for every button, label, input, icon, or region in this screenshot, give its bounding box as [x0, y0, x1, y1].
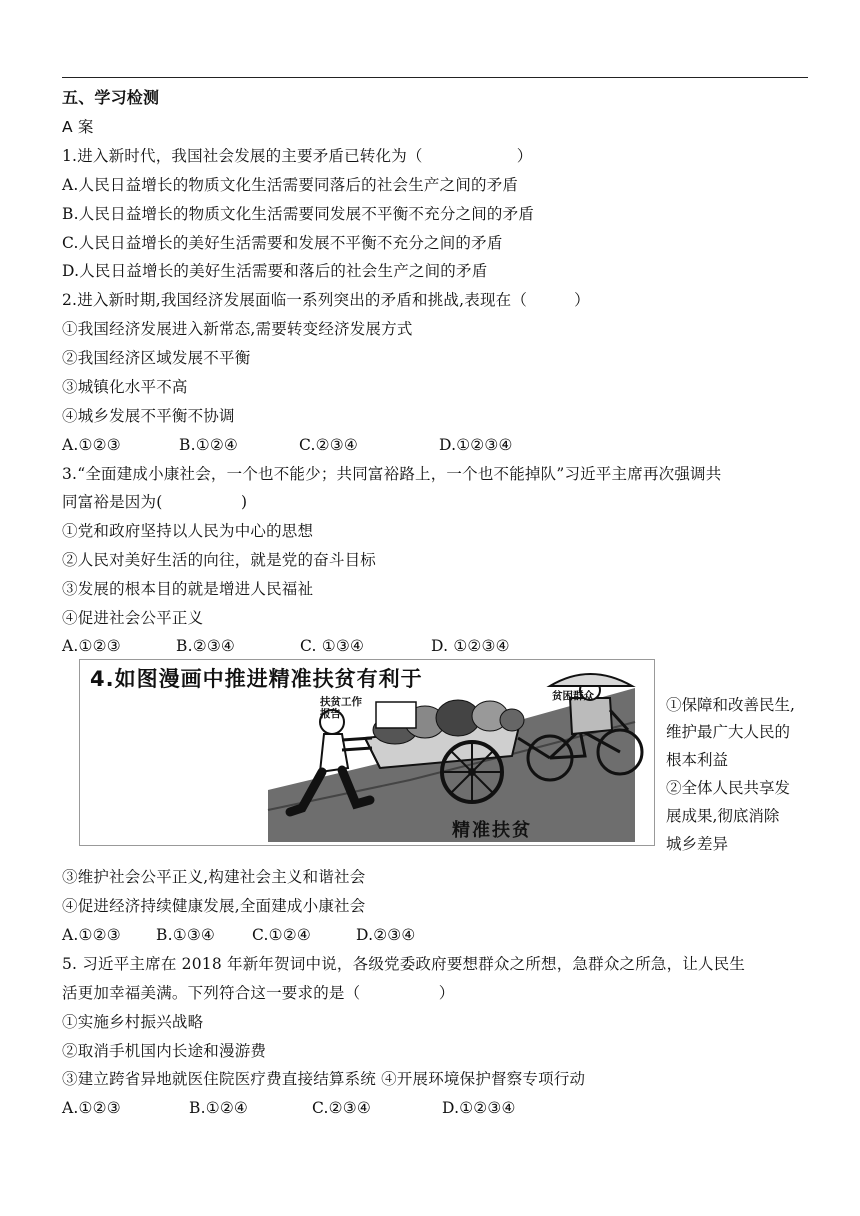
q2-item-4: ④城乡发展不平衡不协调 [62, 407, 235, 425]
top-rule [62, 77, 808, 78]
q1-stem: 1.进入新时代，我国社会发展的主要矛盾已转化为（ ） [62, 147, 533, 165]
q5-choices [62, 1098, 516, 1118]
q3-choice-b: B.②③④ [176, 637, 236, 655]
q1-option-d: D.人民日益增长的美好生活需要和落后的社会生产之间的矛盾 [62, 262, 488, 280]
q4-choice-c: C.①②④ [252, 926, 311, 944]
q3-choice-d: D. ①②③④ [431, 637, 510, 655]
q4-side-1: ①保障和改善民生, [666, 696, 795, 714]
q1-option-a: A.人民日益增长的物质文化生活需要同落后的社会生产之间的矛盾 [62, 176, 519, 194]
q3-stem-line1: 3.“全面建成小康社会，一个也不能少；共同富裕路上，一个也不能掉队”习近平主席再次强调共 [62, 465, 722, 483]
q4-side-6: 城乡差异 [666, 835, 729, 853]
q2-item-2: ②我国经济区域发展不平衡 [62, 349, 251, 367]
q5-item-3: ③建立跨省异地就医住院医疗费直接结算系统 ④开展环境保护督察专项行动 [62, 1070, 586, 1088]
q2-item-1: ①我国经济发展进入新常态,需要转变经济发展方式 [62, 320, 413, 338]
q4-choice-a: A.①②③ [62, 926, 121, 944]
q5-stem-line1: 5. 习近平主席在 2018 年新年贺词中说，各级党委政府要想群众之所想，急群众之所急，让人民生 [62, 955, 746, 973]
q2-item-3: ③城镇化水平不高 [62, 378, 188, 396]
q2-choice-a: A.①②③ [62, 436, 121, 454]
q4-choice-b: B.①③④ [156, 926, 216, 944]
q3-choice-a: A.①②③ [62, 637, 121, 655]
q1-option-b: B.人民日益增长的物质文化生活需要同发展不平衡不充分之间的矛盾 [62, 205, 535, 223]
q4-side-2: 维护最广大人民的 [666, 723, 791, 741]
q2-choices [62, 435, 513, 455]
q2-choice-d: D.①②③④ [439, 436, 513, 454]
section-title: 五、学习检测 [62, 88, 160, 107]
q4-side-3: 根本利益 [666, 751, 729, 769]
q4-item-3: ③维护社会公平正义,构建社会主义和谐社会 [62, 868, 366, 886]
q4-choices [62, 925, 416, 945]
q5-choice-d: D.①②③④ [442, 1099, 516, 1117]
q2-choice-b: B.①②④ [179, 436, 239, 454]
q3-item-4: ④促进社会公平正义 [62, 609, 204, 627]
q4-cartoon [79, 659, 655, 846]
q5-item-1: ①实施乡村振兴战略 [62, 1013, 204, 1031]
cartoon-title: 4.如图漫画中推进精准扶贫有利于 [90, 667, 423, 691]
q5-item-2: ②取消手机国内长途和漫游费 [62, 1042, 267, 1060]
q1-option-c: C.人民日益增长的美好生活需要和发展不平衡不充分之间的矛盾 [62, 234, 503, 252]
cartoon-label-report: 扶贫工作报告 [320, 696, 362, 720]
q3-stem-line2: 同富裕是因为( ) [62, 493, 248, 511]
cartoon-banner: 精准扶贫 [452, 820, 532, 841]
q5-choice-c: C.②③④ [312, 1099, 371, 1117]
q4-choice-d: D.②③④ [356, 926, 416, 944]
q5-choice-a: A.①②③ [62, 1099, 121, 1117]
cartoon-label-poor: 贫困群众 [552, 690, 594, 702]
section-subtitle: A 案 [62, 118, 94, 136]
q3-item-1: ①党和政府坚持以人民为中心的思想 [62, 522, 314, 540]
q3-choices [62, 636, 510, 656]
q2-stem: 2.进入新时期,我国经济发展面临一系列突出的矛盾和挑战,表现在（ ） [62, 291, 590, 309]
q5-choice-b: B.①②④ [189, 1099, 249, 1117]
q4-item-4: ④促进经济持续健康发展,全面建成小康社会 [62, 897, 366, 915]
q5-stem-line2: 活更加幸福美满。下列符合这一要求的是（ ） [62, 984, 455, 1002]
q4-side-5: 展成果,彻底消除 [666, 807, 780, 825]
q3-item-2: ②人民对美好生活的向往，就是党的奋斗目标 [62, 551, 377, 569]
q3-choice-c: C. ①③④ [300, 637, 365, 655]
q2-choice-c: C.②③④ [299, 436, 358, 454]
q4-side-4: ②全体人民共享发 [666, 779, 791, 797]
q3-item-3: ③发展的根本目的就是增进人民福祉 [62, 580, 314, 598]
